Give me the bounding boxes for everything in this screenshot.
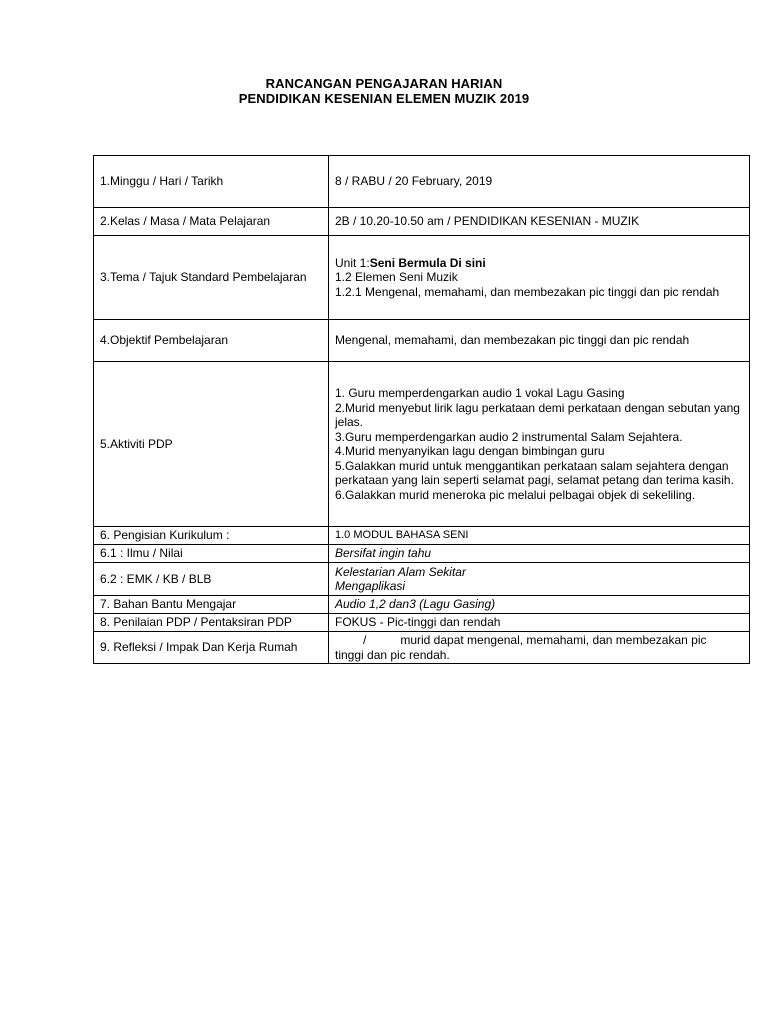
value-line [335, 633, 743, 648]
value-line: Kelestarian Alam Sekitar [335, 564, 466, 579]
row-label: 6. Pengisian Kurikulum : [94, 527, 329, 545]
row-label: 7. Bahan Bantu Mengajar [94, 596, 329, 614]
tick-slash: / [363, 633, 367, 647]
row-label: 4.Objektif Pembelajaran [94, 320, 329, 362]
row-label: 9. Refleksi / Impak Dan Kerja Rumah [94, 632, 329, 664]
table-row [94, 545, 750, 563]
unit-title: Seni Bermula Di sini [369, 255, 486, 270]
activity-item: 1. Guru memperdengarkan audio 1 vokal Lagu Gasing [335, 386, 625, 400]
table-row [94, 320, 750, 362]
document-subtitle: PENDIDIKAN KESENIAN ELEMEN MUZIK 2019 [238, 91, 530, 106]
row-label: 6.2 : EMK / KB / BLB [94, 563, 329, 596]
row-value [329, 632, 750, 664]
row-value [329, 236, 750, 320]
table-row [94, 563, 750, 596]
row-label: 2.Kelas / Masa / Mata Pelajaran [94, 208, 329, 236]
unit-heading [335, 256, 743, 271]
activity-item: 4.Murid menyanyikan lagu dengan bimbingan guru [335, 444, 605, 458]
table-row [94, 362, 750, 527]
lesson-plan-table [93, 155, 750, 664]
table-row [94, 236, 750, 320]
row-label: 6.1 : Ilmu / Nilai [94, 545, 329, 563]
row-label: 3.Tema / Tajuk Standard Pembelajaran [94, 236, 329, 320]
table-row [94, 614, 750, 632]
activity-item: 5.Galakkan murid untuk menggantikan perkataan salam sejahtera dengan perkataan yang lain seperti selamat pagi, selamat petang dan terima kasih. [335, 458, 734, 487]
row-label: 1.Minggu / Hari / Tarikh [94, 156, 329, 208]
row-value: FOKUS - Pic-tinggi dan rendah [329, 614, 750, 632]
row-value: 1.0 MODUL BAHASA SENI [329, 527, 750, 545]
value-line: Mengaplikasi [335, 579, 406, 593]
row-label: 5.Aktiviti PDP [94, 362, 329, 527]
reflection-text: murid dapat mengenal, memahami, dan membezakan pic [400, 633, 707, 647]
table-row [94, 527, 750, 545]
value-line: tinggi dan pic rendah. [335, 647, 450, 662]
document-title: RANCANGAN PENGAJARAN HARIAN [265, 76, 503, 91]
row-value [329, 362, 750, 527]
row-value: Bersifat ingin tahu [329, 545, 750, 563]
row-value: 2B / 10.20-10.50 am / PENDIDIKAN KESENIAN - MUZIK [329, 208, 750, 236]
activity-item: 6.Galakkan murid meneroka pic melalui pelbagai objek di sekeliling. [335, 487, 696, 502]
activity-item: 3.Guru memperdengarkan audio 2 instrumental Salam Sejahtera. [335, 429, 683, 444]
standard-line: 1.2.1 Mengenal, memahami, dan membezakan pic tinggi dan pic rendah [335, 284, 720, 299]
table-row [94, 156, 750, 208]
table-row [94, 596, 750, 614]
standard-line: 1.2 Elemen Seni Muzik [335, 270, 458, 285]
activity-item: 2.Murid menyebut lirik lagu perkataan demi perkataan dengan sebutan yang jelas. [335, 400, 740, 429]
row-value: 8 / RABU / 20 February, 2019 [329, 156, 750, 208]
row-value: Audio 1,2 dan3 (Lagu Gasing) [329, 596, 750, 614]
unit-prefix: Unit 1: [335, 255, 370, 270]
row-value [329, 563, 750, 596]
table-row [94, 632, 750, 664]
table-row [94, 208, 750, 236]
row-label: 8. Penilaian PDP / Pentaksiran PDP [94, 614, 329, 632]
row-value: Mengenal, memahami, dan membezakan pic tinggi dan pic rendah [329, 320, 750, 362]
